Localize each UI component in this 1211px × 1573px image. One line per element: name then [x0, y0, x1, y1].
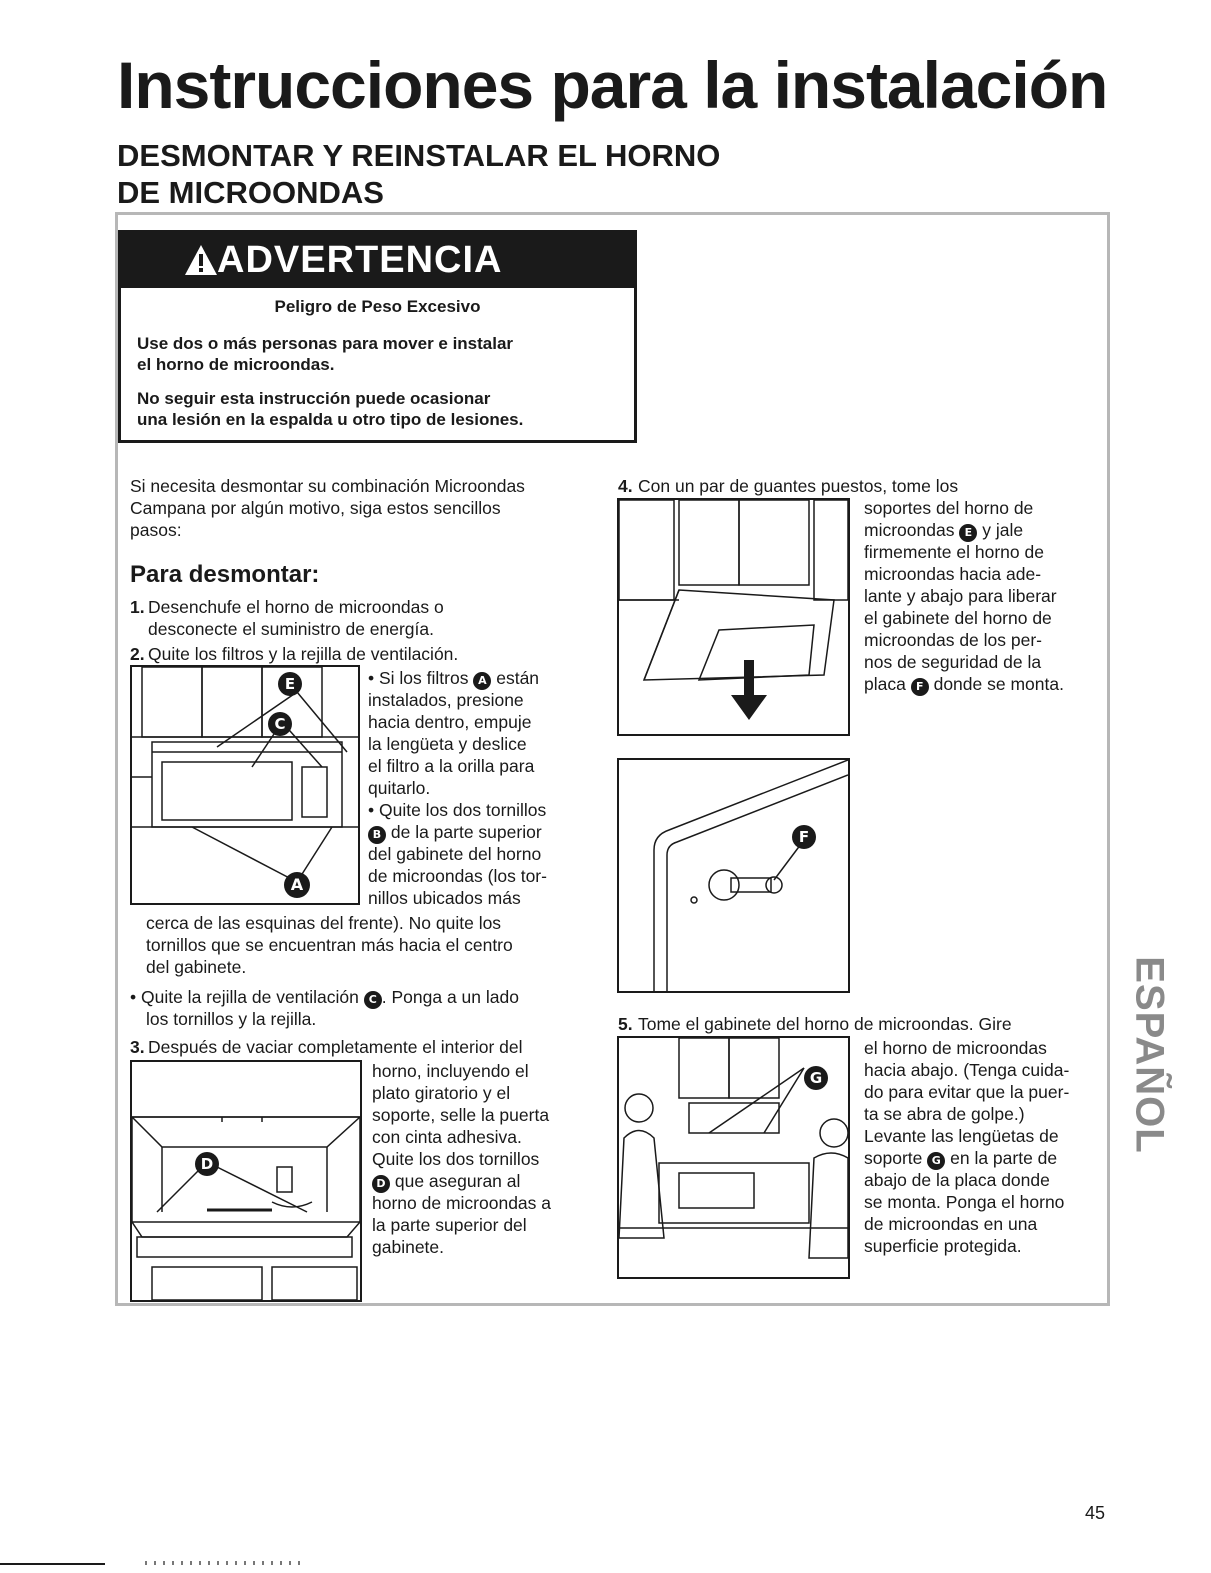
- step3-wrap-8: gabinete.: [372, 1237, 445, 1257]
- step1-line2: desconecte el suministro de energía.: [148, 619, 434, 639]
- step4-line1: Con un par de guantes puestos, tome los: [638, 476, 959, 496]
- step2-cont-2: del gabinete.: [146, 957, 247, 977]
- step4-wrap-1: microondas E y jale: [864, 520, 1024, 540]
- section-title-line2: DE MICROONDAS: [117, 175, 384, 210]
- step2-line1: Quite los filtros y la rejilla de ventilación.: [148, 644, 459, 664]
- step3-wrap-7: la parte superior del: [372, 1215, 527, 1235]
- step2-wrap-1: instalados, presione: [368, 690, 524, 710]
- callout-f: F: [792, 825, 816, 849]
- step5-wrap-5: soporte G en la parte de: [864, 1148, 1058, 1168]
- step2-wrap-3: la lengüeta y deslice: [368, 734, 527, 754]
- step2-wrap-2: hacia dentro, empuje: [368, 712, 532, 732]
- page-number: 45: [1085, 1503, 1106, 1523]
- warning-heading: ADVERTENCIA: [217, 239, 503, 281]
- step4-wrap-4: lante y abajo para liberar: [864, 586, 1057, 606]
- warning-instruction-line2: el horno de microondas.: [137, 355, 335, 374]
- step5-wrap-7: se monta. Ponga el horno: [864, 1192, 1065, 1212]
- step2-wrap-0: • Si los filtros A están: [368, 668, 540, 688]
- step2-bullet3-line2: los tornillos y la rejilla.: [146, 1009, 317, 1029]
- warning-consequence-line2: una lesión en la espalda u otro tipo de lesiones.: [137, 410, 524, 429]
- step3-wrap-5: D que aseguran al: [372, 1170, 520, 1193]
- figure-bolt: [617, 758, 850, 993]
- warning-header: [121, 233, 634, 288]
- figure-filters: [130, 665, 360, 905]
- callout-c-inline: C: [364, 991, 382, 1009]
- warning-box: [118, 230, 637, 443]
- page-title: Instrucciones para la instalación: [117, 48, 1108, 122]
- step4-wrap-3: microondas hacia ade-: [864, 564, 1042, 584]
- intro-line1: Si necesita desmontar su combinación Microondas: [130, 476, 525, 496]
- footer-rule: [0, 1563, 105, 1565]
- callout-e-inline: E: [959, 524, 977, 542]
- callout-d: D: [195, 1152, 219, 1176]
- intro-line3: pasos:: [130, 520, 182, 540]
- step3-line1: Después de vaciar completamente el interior del: [148, 1037, 523, 1057]
- callout-g-inline: G: [927, 1152, 945, 1170]
- step1-line1: Desenchufe el horno de microondas o: [148, 597, 444, 617]
- step3-wrap-1: plato giratorio y el: [372, 1083, 511, 1103]
- step2-wrap-10: nillos ubicados más: [368, 888, 521, 908]
- step3-wrap-6: horno de microondas a: [372, 1193, 551, 1213]
- step5-wrap-2: do para evitar que la puer-: [864, 1082, 1070, 1102]
- step4-wrap-6: microondas de los per-: [864, 630, 1042, 650]
- language-side-tab: [1123, 940, 1175, 1170]
- callout-a-inline: A: [473, 672, 491, 690]
- step4-wrap-7: nos de seguridad de la: [864, 652, 1042, 672]
- step3-number: 3.: [130, 1037, 145, 1057]
- callout-d-inline: D: [372, 1175, 390, 1193]
- step5-wrap-4: Levante las lengüetas de: [864, 1126, 1059, 1146]
- step2-wrap-7: B de la parte superior: [368, 821, 542, 844]
- step2-bullet3-line1: • Quite la rejilla de ventilación C . Ponga a un lado: [130, 987, 519, 1007]
- step2-cont-0: cerca de las esquinas del frente). No quite los: [146, 913, 502, 933]
- step2-wrap-8: del gabinete del horno: [368, 844, 542, 864]
- step2-wrap-4: el filtro a la orilla para: [368, 756, 535, 776]
- step4-number: 4.: [618, 476, 633, 496]
- callout-a: A: [284, 872, 310, 898]
- warning-instruction-line1: Use dos o más personas para mover e instalar: [137, 334, 514, 353]
- warning-hazard: Peligro de Peso Excesivo: [274, 297, 481, 316]
- step5-wrap-8: de microondas en una: [864, 1214, 1038, 1234]
- step4-wrap-8: placa F donde se monta.: [864, 674, 1064, 694]
- callout-e: E: [278, 672, 302, 696]
- section-title-line1: DESMONTAR Y REINSTALAR EL HORNO: [117, 138, 721, 173]
- language-label: ESPAÑOL: [1127, 956, 1172, 1154]
- step3-wrap-2: soporte, selle la puerta: [372, 1105, 550, 1125]
- step2-wrap-5: quitarlo.: [368, 778, 431, 798]
- callout-b-inline: B: [368, 826, 386, 844]
- callout-f-inline: F: [911, 678, 929, 696]
- step5-wrap-9: superficie protegida.: [864, 1236, 1022, 1256]
- step3-wrap-0: horno, incluyendo el: [372, 1061, 529, 1081]
- callout-g: G: [804, 1066, 828, 1090]
- step3-wrap-3: con cinta adhesiva.: [372, 1127, 522, 1147]
- section-heading: Para desmontar:: [130, 561, 320, 588]
- step2-cont-1: tornillos que se encuentran más hacia el centro: [146, 935, 513, 955]
- step5-wrap-6: abajo de la placa donde: [864, 1170, 1050, 1190]
- warning-consequence-line1: No seguir esta instrucción puede ocasionar: [137, 389, 491, 408]
- step2-wrap-6: • Quite los dos tornillos: [368, 800, 547, 820]
- step5-wrap-3: ta se abra de golpe.): [864, 1104, 1025, 1124]
- step4-wrap-0: soportes del horno de: [864, 498, 1034, 518]
- step5-line1: Tome el gabinete del horno de microondas. Gire: [638, 1014, 1012, 1034]
- step5-wrap-0: el horno de microondas: [864, 1038, 1047, 1058]
- callout-c: C: [268, 712, 292, 736]
- footer-dots: [145, 1561, 305, 1565]
- intro-line2: Campana por algún motivo, siga estos sencillos: [130, 498, 501, 518]
- figure-interior: [130, 1060, 362, 1302]
- step5-number: 5.: [618, 1014, 633, 1034]
- step2-number: 2.: [130, 644, 145, 664]
- step4-wrap-5: el gabinete del horno de: [864, 608, 1052, 628]
- figure-pull-oven: [617, 498, 850, 736]
- step3-wrap-4: Quite los dos tornillos: [372, 1149, 540, 1169]
- step4-wrap-2: firmemente el horno de: [864, 542, 1044, 562]
- step5-wrap-1: hacia abajo. (Tenga cuida-: [864, 1060, 1070, 1080]
- warning-triangle-icon: [183, 243, 219, 277]
- step1-number: 1.: [130, 597, 145, 617]
- step2-wrap-9: de microondas (los tor-: [368, 866, 547, 886]
